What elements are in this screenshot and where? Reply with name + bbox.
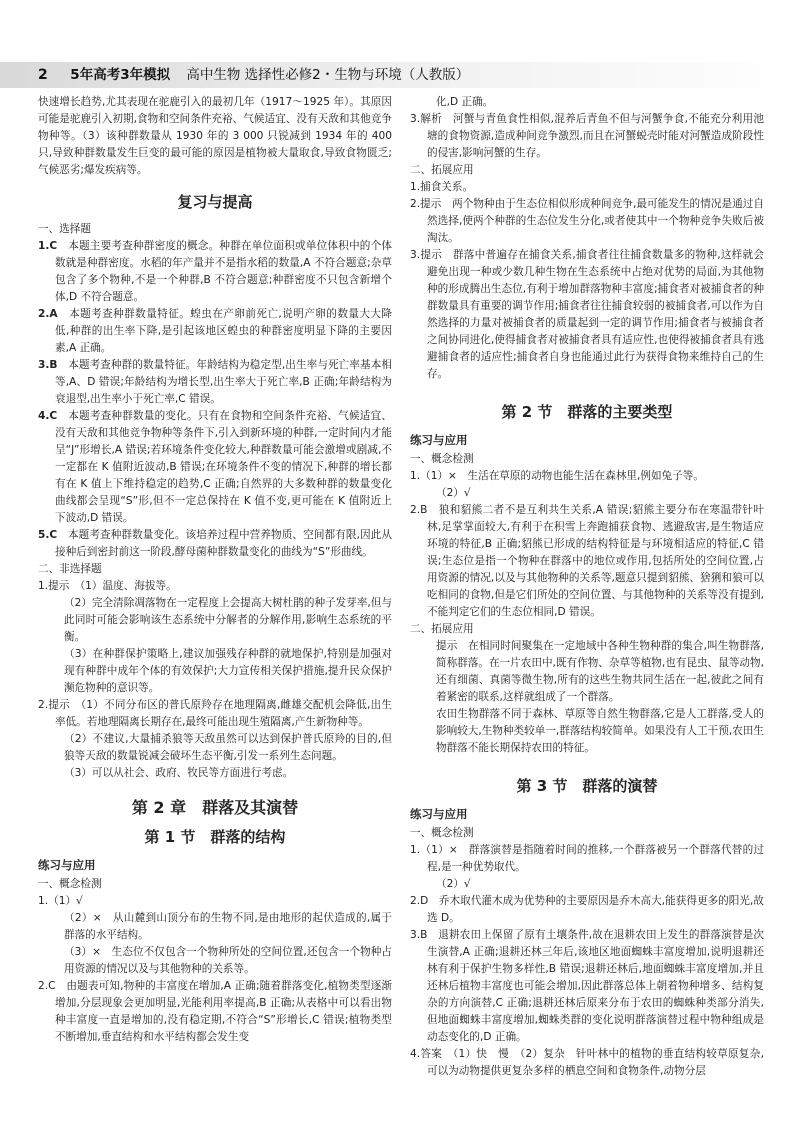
section-title: 第 3 节 群落的演替 [516,777,658,795]
answer-item: 5.C 本题考查种群数量变化。该培养过程中营养物质、空间都有限,因此从接种后到密封前这一阶段,酵母菌种群数量变化的曲线为“S”形曲线。 [38,529,393,558]
choice-header: 一、选择题 [38,223,91,235]
answer-item: 2.A 本题考查种群数量特征。蝗虫在产卵前死亡,说明产卵的数量大大降低,种群的出生率下降,是引起该地区蝗虫的种群密度明显下降的主要因素,A 正确。 [38,308,392,354]
answer-item: 1.提示 （1）温度、海拔等。 [38,580,177,592]
concept-header: 一、概念检测 [410,827,474,839]
left-column [38,94,392,1046]
practice-title: 练习与应用 [410,433,468,447]
answer-item: （2）完全清除凋落物在一定程度上会提高大树杜鹃的种子发芽率,但与此同时可能会影响该生态系统中分解者的分解作用,影响生态系统的平衡。 [64,597,392,643]
answer-item: 2.提示 （1）不同分布区的普氏原羚存在地理隔离,雌雄交配机会降低,出生率低。若地理隔离长期存在,最终可能出现生殖隔离,产生新物种等。 [38,699,392,728]
answer-item: 1.（1）× 群落演替是指随着时间的推移,一个群落被另一个群落代替的过程,是一种优势取代。 [410,844,764,873]
answer-item: 农田生物群落不同于森林、草原等自然生物群落,它是人工群落,受人的影响较大,生物种类较单一,群落结构较简单。如果没有人工干预,农田生物群落不能长期保持农田的特征。 [436,708,764,754]
practice-title: 练习与应用 [410,807,468,821]
chapter-title: 第 2 章 群落及其演替 [131,798,299,817]
answer-item: 1.捕食关系。 [410,181,474,193]
book-title: 高中生物 选择性必修2・生物与环境（人教版） [186,67,470,83]
answer-item: 1.（1）× 生活在草原的动物也能生活在森林里,例如兔子等。 [410,470,704,482]
answer-item: 2.C 由题表可知,物种的丰富度在增加,A 正确;随着群落变化,植物类型逐渐增加,分层现象会更加明显,光能利用率提高,B 正确;从表格中可以看出物种丰富度一直是增加的,没有稳定期,不符合“S”形增长,C 错误;植物类型不断增加,垂直结构和水平结构都会发生变 [38,980,392,1043]
answer-item: （2）× 从山麓到山顶分布的生物不同,是由地形的起伏造成的,属于群落的水平结构。 [64,912,392,941]
answer-item: 3.解析 河蟹与青鱼食性相似,混养后青鱼不但与河蟹争食,不能充分利用池塘的食物资源,造成种间竞争激烈,而且在河蟹蜕壳时能对河蟹造成阶段性的侵害,影响河蟹的生存。 [410,113,764,159]
answer-item: 2.D 乔木取代灌木成为优势种的主要原因是乔木高大,能获得更多的阳光,故选 D。 [410,895,764,924]
answer-item: （3）在种群保护策略上,建议加强残存种群的就地保护,特别是加强对现有种群中成年个体的有效保护;大力宣传相关保护措施,提升民众保护濒危物种的意识等。 [64,648,392,694]
section-title: 第 1 节 群落的结构 [144,828,286,846]
answer-item: 1.（1）√ [38,895,83,907]
answer-item: 提示 在相同时间聚集在一定地域中各种生物种群的集合,叫生物群落,简称群落。在一片农田中,既有作物、杂草等植物,也有昆虫、鼠等动物,还有细菌、真菌等微生物,所有的这些生物共同生活在一起,彼此之间有着紧密的联系,这样就组成了一个群落。 [436,640,764,703]
answer-item: 3.B 本题考查种群的数量特征。年龄结构为稳定型,出生率与死亡率基本相等,A、D 错误;年龄结构为增长型,出生率大于死亡率,B 正确;年龄结构为衰退型,出生率小于死亡率,C 错误。 [38,359,392,405]
section-title: 第 2 节 群落的主要类型 [501,403,673,421]
answer-item: 化,D 正确。 [436,96,494,108]
concept-header: 一、概念检测 [38,878,102,890]
answer-item: （2）√ [436,487,471,499]
answer-item: （2）不建议,大量捕杀狼等天敌虽然可以达到保护普氏原羚的目的,但狼等天敌的数量锐减会破坏生态平衡,引发一系列生态问题。 [64,733,392,762]
answer-item: 3.提示 群落中普遍存在捕食关系,捕食者往往捕食数量多的物种,这样就会避免出现一种或少数几种生物在生态系统中占绝对优势的局面,为其他物种的形成腾出生态位,有利于增加群落物种丰富度;捕食者对被捕食者的种群数量具有重要的调节作用;捕食者往往捕食较弱的被捕食者,可以作为自然选择的力量对被捕食者的质量起到一定的调节作用;捕食者与被捕食者之间协同进化,使得捕食者对被捕食者具有适应性,也使得被捕食者具有逃避捕食者的适应性;捕食者自身也能通过此行为获得食物来维持自己的生存。 [410,249,764,380]
answer-item: 1.C 本题主要考查种群密度的概念。种群在单位面积或单位体积中的个体数就是种群密度。水稻的年产量并不是指水稻的数量,A 不符合题意;杂草包含了多个物种,不是一个种群,B 不符合题意;种群密度不只包含新增个体,D 不符合题意。 [38,240,393,303]
answer-item: 2.提示 两个物种由于生态位相似形成种间竞争,最可能发生的情况是通过自然选择,使两个种群的生态位发生分化,或者使其中一个物种竞争失败后被淘汰。 [410,198,764,244]
nonchoice-header: 二、非选择题 [38,563,102,575]
practice-title: 练习与应用 [38,858,96,872]
extend-header: 二、拓展应用 [410,623,474,635]
extend-header: 二、拓展应用 [410,164,474,176]
concept-header: 一、概念检测 [410,453,474,465]
answer-item: 2.B 狼和貂熊二者不是互利共生关系,A 错误;貂熊主要分布在寒温带针叶林,足掌掌面较大,有利于在积雪上奔跑捕获食物、逃避敌害,是生物适应环境的特征,B 正确;貂熊已形成的结构特征是与环境相适应的特征,C 错误;生态位是指一个物种在群落中的地位或作用,包括所处的空间位置,占用资源的情况,以及与其他物种的关系等,题意只提到貂熊、猞猁和狼可以吃相同的食物,但是它们所处的空间位置、与其他物种的关系等没有提到,不能判定它们的生态位相同,D 错误。 [410,504,764,618]
answer-item: 4.答案 （1）快 慢 （2）复杂 针叶林中的植物的垂直结构较草原复杂,可以为动物提供更复杂多样的栖息空间和食物条件,动物分层 [410,1048,764,1077]
series-title: 5年高考3年模拟 [70,67,171,83]
review-title: 复习与提高 [177,193,253,211]
answer-item: （2）√ [436,878,471,890]
page-header [38,64,469,86]
answer-item: （3）可以从社会、政府、牧民等方面进行考虑。 [64,767,294,779]
answer-item: 4.C 本题考查种群数量的变化。只有在食物和空间条件充裕、气候适宜、没有天敌和其他竞争物种等条件下,引入到新环境的种群,一定时间内才能呈“J”形增长,A 错误;若环境条件变化较大,种群数量可能会激增或剧减,不一定都在 K 值附近波动,B 错误;在环境条件不变的情况下,种群的增长都有在 K 值上下维持稳定的趋势,C 正确;自然界的大多数种群的数量变化曲线都会呈现“S”形,但不一定总保持在 K 值不变,更可能在 K 值附近上下波动,D 错误。 [38,410,393,524]
answer-item: （3）× 生态位不仅包含一个物种所处的空间位置,还包含一个物种占用资源的情况以及与其他物种的关系等。 [64,946,392,975]
page-number: 2 [38,67,48,83]
right-column [410,94,764,1080]
answer-item: 3.B 退耕农田上保留了原有土壤条件,故在退耕农田上发生的群落演替是次生演替,A 正确;退耕还林三年后,该地区地面蜘蛛丰富度增加,说明退耕还林有利于保护生物多样性,B 错误;退耕还林后,地面蜘蛛丰富度增加,并且还林后植物丰富度也可能会增加,因此群落总体上朝着物种增多、结构复杂的方向演替,C 正确;退耕还林后原来分布于农田的蜘蛛种类部分消失,但地面蜘蛛丰富度增加,蜘蛛类群的变化说明群落演替过程中物种组成是动态变化的,D 正确。 [410,929,764,1043]
intro-paragraph: 快速增长趋势,尤其表现在驼鹿引入的最初几年（1917～1925 年）。其原因可能是驼鹿引入初期,食物和空间条件充裕、气候适宜、没有天敌和其他竞争物种等。（3）该种群数量从 1930 年的 3 000 只锐减到 1934 年的 400 只,导致种群数量发生巨变的最可能的原因是植物被大量取食,导致食物匮乏;气候恶劣;爆发疾病等。 [38,96,392,176]
